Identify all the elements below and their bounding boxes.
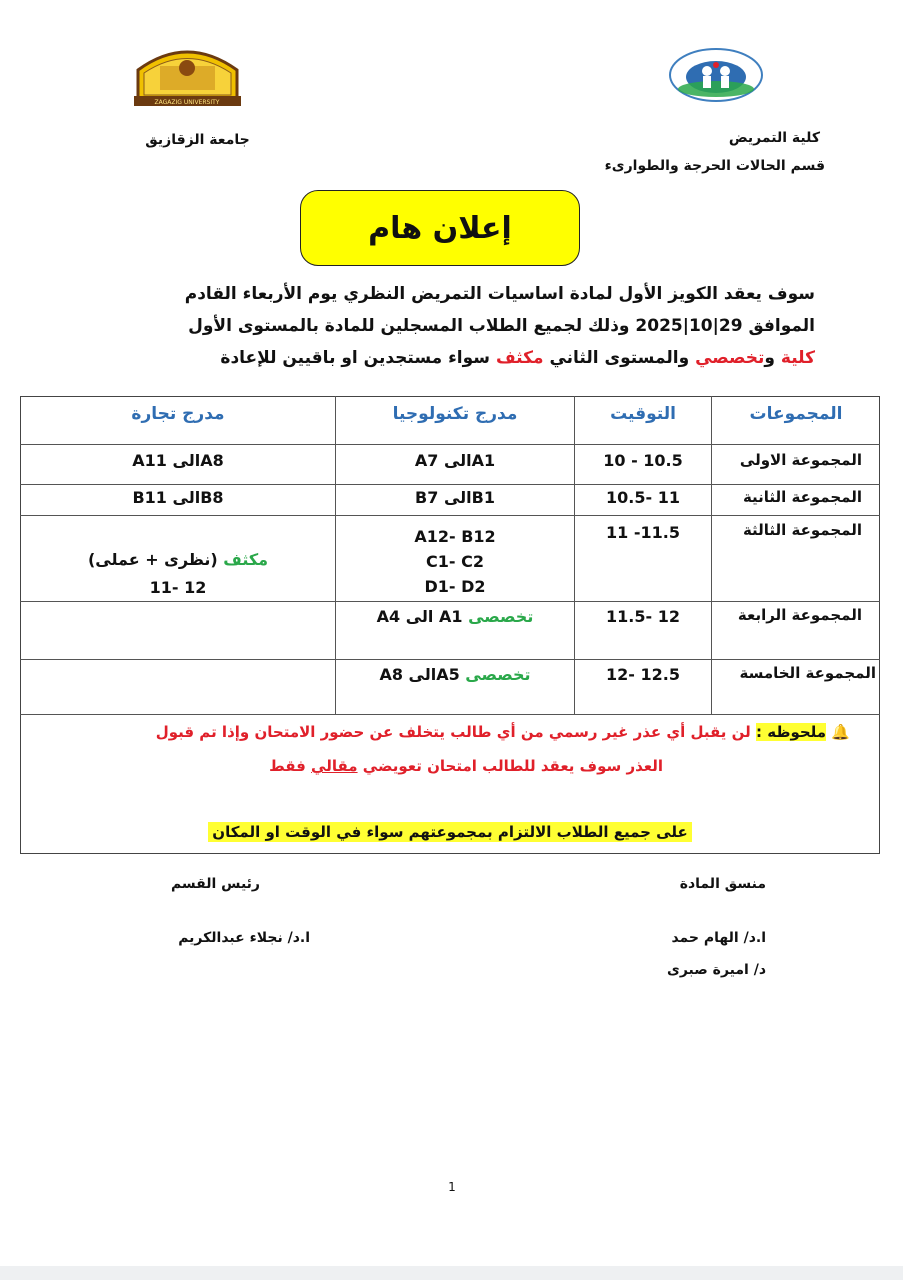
time-3: 11 -11.5 bbox=[606, 523, 680, 542]
header-commerce-hall: مدرج تجارة bbox=[131, 404, 225, 424]
head-name: ا.د/ نجلاء عبدالكريم bbox=[178, 930, 310, 946]
intro-paragraph bbox=[95, 278, 815, 374]
note-text-2a: العذر سوف يعقد للطالب امتحان تعويضي bbox=[357, 757, 663, 775]
coordinator-name-2: د/ اميرة صبرى bbox=[667, 962, 766, 978]
time-4: 11.5- 12 bbox=[606, 607, 680, 626]
intensive-label: مكثف bbox=[223, 550, 269, 569]
group-5: المجموعة الخامسة bbox=[739, 664, 876, 682]
time-2: 10.5- 11 bbox=[606, 488, 680, 507]
commerce-intensive bbox=[21, 550, 335, 569]
logo-text: ZAGAZIG UNIVERSITY bbox=[154, 99, 220, 106]
intensive-detail: (نظرى + عملى) bbox=[87, 550, 224, 569]
coordinator-title: منسق المادة bbox=[679, 876, 766, 892]
table-row-divider bbox=[20, 714, 880, 715]
table-col-divider bbox=[711, 396, 712, 714]
university-name: جامعة الزقازيق bbox=[145, 132, 250, 148]
group-3: المجموعة الثالثة bbox=[742, 521, 862, 539]
time-5: 12- 12.5 bbox=[606, 665, 680, 684]
coordinator-name-1: ا.د/ الهام حمد bbox=[671, 930, 766, 946]
wa-text: و bbox=[764, 348, 781, 368]
kulliya-text: كلية bbox=[780, 348, 815, 368]
table-row-divider bbox=[20, 601, 880, 602]
tech-3-line-3: D1- D2 bbox=[424, 577, 486, 596]
group-2: المجموعة الثانية bbox=[742, 488, 862, 506]
department-name: قسم الحالات الحرجة والطوارىء bbox=[604, 158, 825, 174]
header-time: التوقيت bbox=[610, 404, 676, 424]
tech-5-prefix: تخصصى bbox=[465, 665, 531, 684]
page-number: 1 bbox=[448, 1180, 456, 1194]
mukathaf-text: مكثف bbox=[495, 348, 544, 368]
table-row-divider bbox=[20, 515, 880, 516]
time-1: 10 - 10.5 bbox=[603, 451, 683, 470]
header-tech-hall: مدرج تكنولوجيا bbox=[392, 404, 518, 424]
commitment-text: على جميع الطلاب الالتزام بمجموعتهم سواء في الوقت او المكان bbox=[208, 822, 691, 842]
note-text-2u: مقالي bbox=[311, 757, 358, 775]
bottom-strip bbox=[0, 1266, 903, 1280]
tech-4-value: A1 الى A4 bbox=[376, 607, 469, 626]
tech-5-value: A5الى A8 bbox=[379, 665, 466, 684]
header-groups: المجموعات bbox=[749, 404, 843, 424]
intro-line-1: سوف يعقد الكويز الأول لمادة اساسيات التمريض النظري يوم الأربعاء القادم bbox=[184, 284, 815, 304]
note-text-2b: فقط bbox=[269, 757, 312, 775]
note-label: ملحوظه : bbox=[756, 723, 827, 741]
commerce-2: B8الى B11 bbox=[132, 488, 224, 507]
tech-2: B1الى B7 bbox=[415, 488, 495, 507]
tech-5 bbox=[336, 665, 574, 684]
intro-line-2: الموافق 29|10|2025 وذلك لجميع الطلاب المسجلين للمادة بالمستوى الأول bbox=[188, 316, 815, 336]
announcement-title: إعلان هام bbox=[300, 190, 580, 266]
table-row-divider bbox=[20, 444, 880, 445]
mid-text: والمستوى الثاني bbox=[543, 348, 696, 368]
end-text: سواء مستجدين او باقيين للإعادة bbox=[220, 348, 496, 368]
commerce-1: A8الى A11 bbox=[132, 451, 224, 470]
note-line-2 bbox=[269, 757, 663, 775]
faculty-of-nursing-logo bbox=[665, 45, 767, 107]
head-title: رئيس القسم bbox=[170, 876, 260, 892]
tech-3-line-1: A12- B12 bbox=[414, 527, 496, 546]
table-row-divider bbox=[20, 659, 880, 660]
commitment-note bbox=[180, 823, 720, 841]
group-1: المجموعة الاولى bbox=[739, 451, 862, 469]
takhassusi-text: تخصصي bbox=[695, 348, 765, 368]
tech-4-prefix: تخصصى bbox=[468, 607, 534, 626]
tech-3 bbox=[336, 524, 574, 599]
table-row-divider bbox=[20, 484, 880, 485]
bell-icon: 🔔 bbox=[826, 723, 850, 741]
note-text-1: لن يقبل أي عذر غير رسمي من أي طالب يتخلف عن حضور الامتحان وإذا تم قبول bbox=[155, 723, 757, 741]
intro-line-3 bbox=[95, 342, 815, 374]
tech-4 bbox=[336, 607, 574, 626]
tech-3-line-2: C1- C2 bbox=[426, 552, 484, 571]
faculty-name: كلية التمريض bbox=[728, 130, 820, 146]
group-4: المجموعة الرابعة bbox=[737, 606, 862, 624]
zagazig-university-logo bbox=[130, 40, 245, 108]
commerce-intensive-time: 11- 12 bbox=[149, 578, 207, 597]
tech-1: A1الى A7 bbox=[414, 451, 496, 470]
note-line-1 bbox=[40, 723, 850, 741]
